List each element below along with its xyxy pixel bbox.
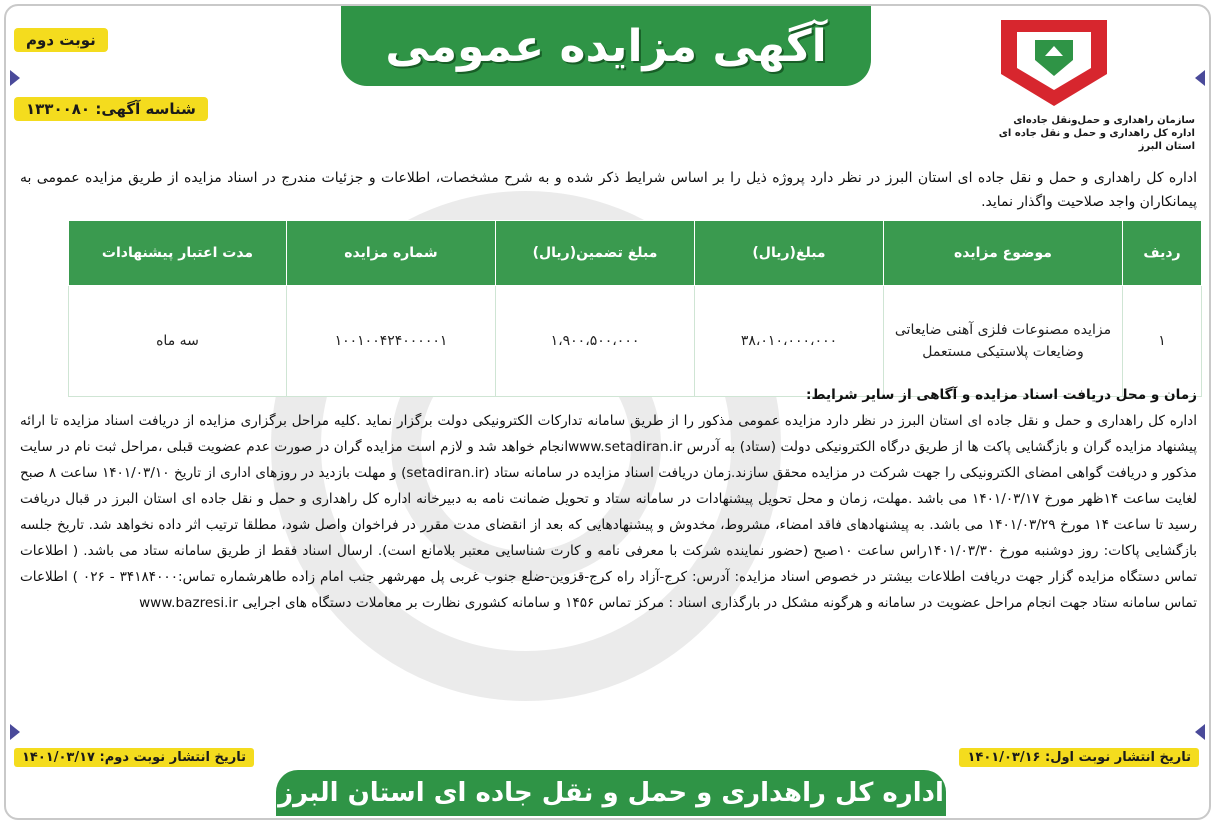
auction-table [68,220,1202,397]
column-header-row-number: ردیف [1123,221,1202,286]
corner-marker [1195,724,1205,740]
notice-frame [4,4,1211,820]
title-banner [341,6,871,86]
table-row [69,286,1202,397]
road-organization-logo-icon [995,16,1113,110]
footer-banner [276,770,946,816]
conditions-text: اداره کل راهداری و حمل و نقل جاده ای استان البرز در نظر دارد مزایده عمومی مذکور را از طریق سامانه تدارکات الکترونیکی دولت برگزار نماید .کلیه مراحل برگزاری مزایده از دریافت اسناد مزایده تا ارائه پیشنهاد مزایده گران و بازگشایی پاکت ها از طریق درگاه الکترونیکی دولت (ستاد) به آدرس www.setadiran.irانجام خواهد شد و لازم است مزایده گران در صورت عدم عضویت قبلی ،مراحل ثبت نام در سایت مذکور و دریافت گواهی امضای الکترونیکی را جهت شرکت در مزایده محقق سازند.زمان دریافت اسناد مزایده در سامانه ستاد (setadiran.ir) و مهلت بازدید در روزهای اداری از تاریخ ۱۴۰۱/۰۳/۱۰ ساعت ۸ صبح لغایت ساعت ۱۴ظهر مورخ ۱۴۰۱/۰۳/۱۷ می باشد .مهلت، زمان و محل تحویل پیشنهادات در سامانه ستاد و تحویل ضمانت نامه به دبیرخانه اداره کل راهداری و حمل و نقل جاده ای استان البرز در قبال دریافت رسید تا ساعت ۱۴ مورخ ۱۴۰۱/۰۳/۲۹ می باشد. به پیشنهادهای فاقد امضاء، مشروط، مخدوش و پیشنهادهایی که بعد از انقضای مدت مقرر در فراخوان واصل شود، مطلقا ترتیب اثر داده نخواهد شد. تاریخ جلسه بازگشایی پاکات: روز دوشنبه مورخ ۱۴۰۱/۰۳/۳۰راس ساعت ۱۰صبح (حضور نماینده شرکت با معرفی نامه و کارت شناسایی معتبر بلامانع است). ارسال اسناد فقط از طریق سامانه ستاد می باشد. ( اطلاعات تماس دستگاه مزایده گزار جهت دریافت اطلاعات بیشتر در خصوص اسناد مزایده: آدرس: کرج-آزاد راه کرج-قزوین-ضلع جنوب غربی پل مهرشهر جنب امام زاده طاهرشماره تماس:۳۴۱۸۴۰۰۰ - ۰۲۶ ) اطلاعات تماس سامانه ستاد جهت انجام مراحل عضویت در سامانه و هرگونه مشکل در بارگذاری اسناد : مرکز تماس ۱۴۵۶ و سامانه کشوری نظارت بر معاملات دستگاه های اجرایی www.bazresi.ir [20,413,1198,611]
cell-auction-number: ۱۰۰۱۰۰۴۲۴۰۰۰۰۰۱ [287,286,496,397]
notice-id-badge: شناسه آگهی: ۱۳۳۰۰۸۰ [14,97,208,121]
table-header-row [69,221,1202,286]
column-header-guarantee: مبلغ تضمین(ریال) [496,221,695,286]
column-header-amount: مبلغ(ریال) [695,221,884,286]
conditions-heading: زمان و محل دریافت اسناد مزایده و آگاهی از سایر شرایط: [806,387,1197,403]
footer-organization: اداره کل راهداری و حمل و نقل جاده ای استان البرز [278,778,944,808]
corner-marker [1195,70,1205,86]
organization-line: سازمان راهداری و حمل‌ونقل جاده‌ای [1013,115,1195,126]
organization-line: اداره کل راهداری و حمل و نقل جاده ای [998,128,1195,139]
cell-guarantee: ۱،۹۰۰،۵۰۰،۰۰۰ [496,286,695,397]
corner-marker [10,70,20,86]
intro-paragraph: اداره کل راهداری و حمل و نقل جاده ای استان البرز در نظر دارد پروژه ذیل را بر اساس شرایط ذکر شده و به شرح مشخصات، اطلاعات و جزئیات مندرج در اسناد مزایده از طریق مزایده عمومی به پیمانکاران واجد صلاحیت واگذار نماید. [20,170,1197,210]
first-publish-date: تاریخ انتشار نوبت اول: ۱۴۰۱/۰۳/۱۶ [959,748,1199,767]
second-publish-date: تاریخ انتشار نوبت دوم: ۱۴۰۱/۰۳/۱۷ [14,748,254,767]
organization-line: استان البرز [1138,141,1195,152]
corner-marker [10,724,20,740]
notice-round-badge: نوبت دوم [14,28,108,52]
cell-subject: مزایده مصنوعات فلزی آهنی ضایعاتی وضایعات پلاستیکی مستعمل [884,286,1123,397]
column-header-auction-number: شماره مزایده [287,221,496,286]
page-title: آگهی مزایده عمومی [385,20,827,72]
cell-validity: سه ماه [69,286,287,397]
conditions-section [20,382,1197,616]
cell-row-number: ۱ [1123,286,1202,397]
column-header-validity: مدت اعتبار پیشنهادات [69,221,287,286]
organization-name [955,114,1195,153]
cell-amount: ۳۸،۰۱۰،۰۰۰،۰۰۰ [695,286,884,397]
column-header-subject: موضوع مزایده [884,221,1123,286]
